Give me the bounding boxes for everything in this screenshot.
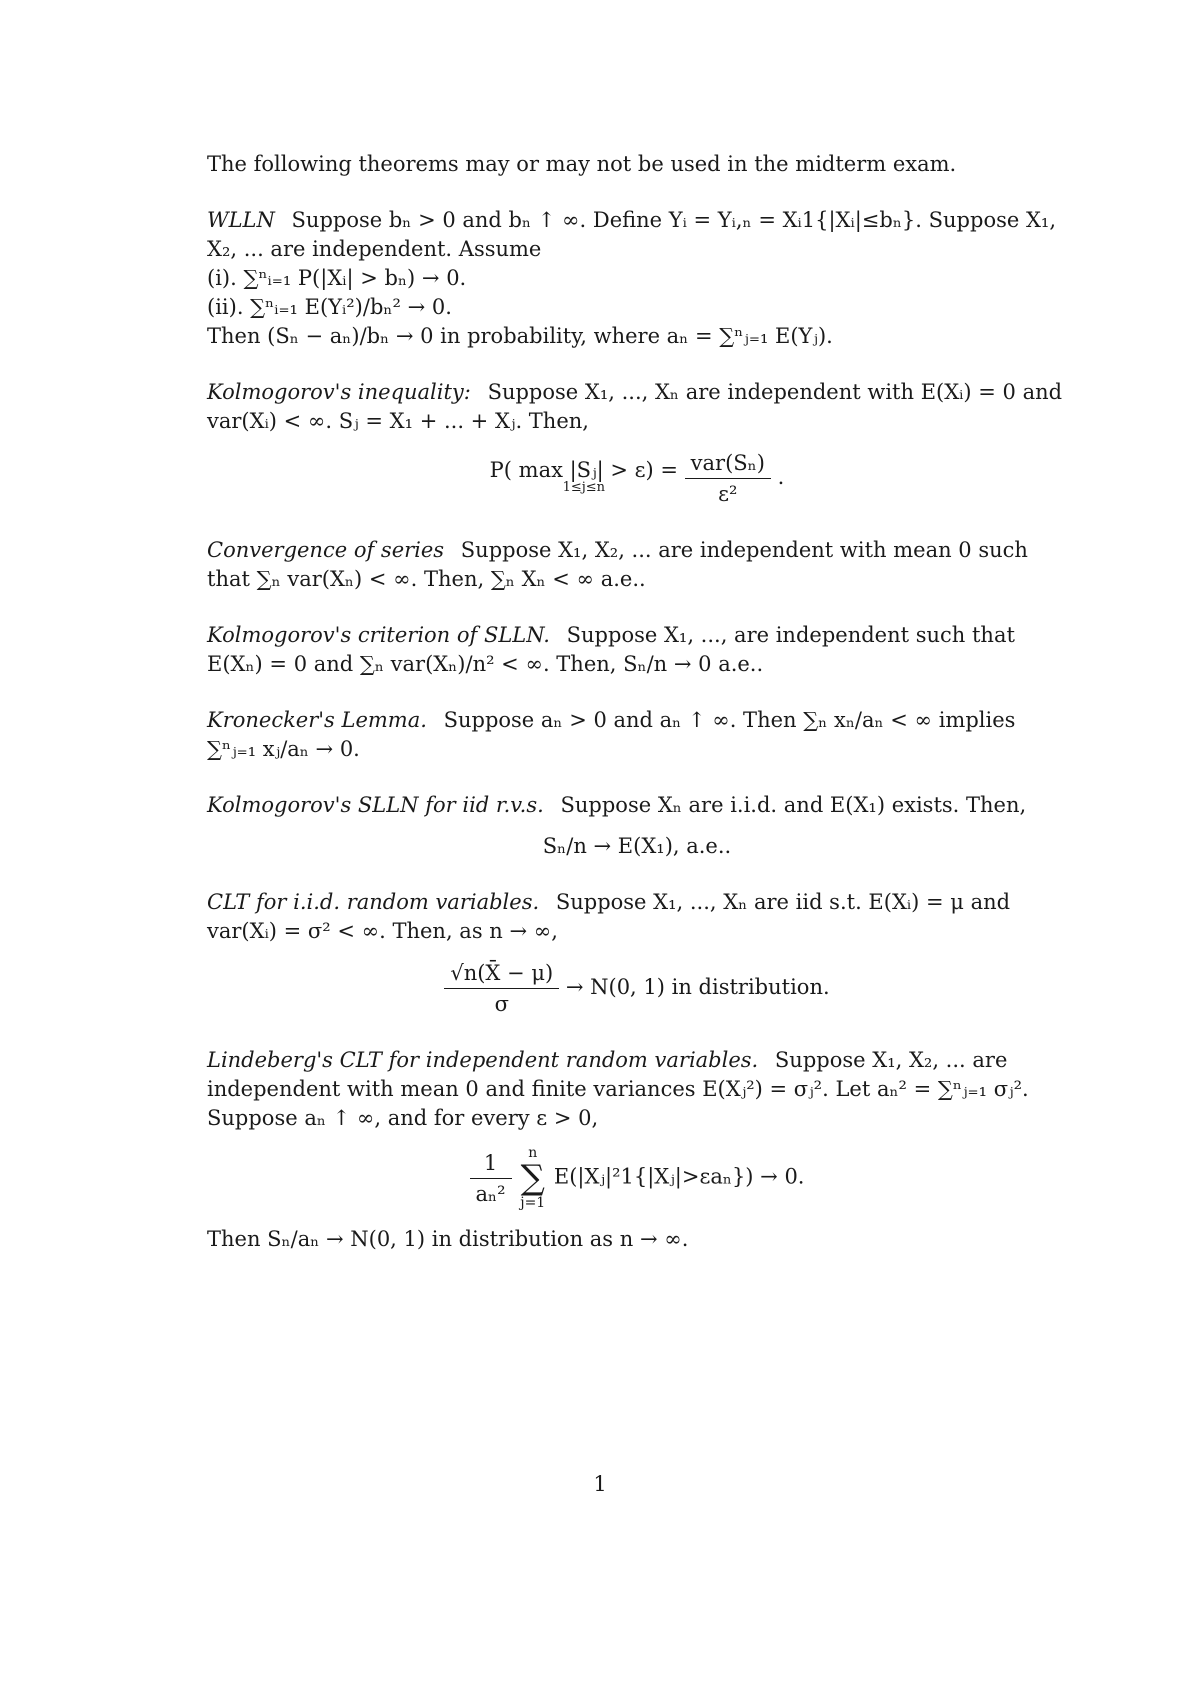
lindeberg-conclusion: Then Sₙ/aₙ → N(0, 1) in distribution as n → ∞. — [207, 1227, 689, 1251]
lindeberg-formula-rest: E(|Xⱼ|²1{|Xⱼ|>εaₙ}) → 0. — [553, 1164, 805, 1189]
clt-iid-statement — [207, 888, 1067, 946]
lindeberg-fraction — [470, 1148, 512, 1209]
formula-end: . — [777, 465, 785, 489]
lindeberg-denominator: aₙ² — [475, 1181, 506, 1206]
kolmogorov-inequality-text: Suppose X₁, ..., Xₙ are independent with E(Xᵢ) = 0 and var(Xᵢ) < ∞. Sⱼ = X₁ + ... + Xⱼ. Then, — [207, 380, 1063, 433]
wlln-conclusion: Then (Sₙ − aₙ)/bₙ → 0 in probability, where aₙ = ∑ⁿⱼ₌₁ E(Yⱼ). — [207, 324, 833, 348]
max-subscript: 1≤j≤n — [562, 479, 606, 495]
kolmogorov-slln-title: Kolmogorov's SLLN for iid r.v.s. — [207, 793, 544, 817]
kolmogorov-criterion — [207, 621, 1067, 679]
fraction-numerator: var(Sₙ) — [685, 448, 771, 479]
clt-denominator: σ — [494, 992, 509, 1016]
wlln-theorem — [207, 206, 1067, 351]
kolmogorov-criterion-text: Suppose X₁, ..., are independent such that E(Xₙ) = 0 and ∑ₙ var(Xₙ)/n² < ∞. Then, Sₙ/n → 0 a.e.. — [207, 623, 1015, 676]
lindeberg-formula — [207, 1145, 1067, 1211]
fraction-denominator: ε² — [718, 482, 738, 506]
summation-operator — [520, 1145, 545, 1211]
convergence-series-title: Convergence of series — [207, 538, 445, 562]
clt-iid — [207, 888, 1067, 1019]
lindeberg-title: Lindeberg's CLT for independent random variables. — [207, 1048, 759, 1072]
formula-lhs: P( max |Sⱼ| > ε) = — [489, 457, 678, 482]
kolmogorov-slln — [207, 791, 1067, 861]
wlln-title: WLLN — [207, 208, 275, 232]
wlln-line1: Suppose bₙ > 0 and bₙ ↑ ∞. Define Yᵢ = Yᵢ,ₙ = Xᵢ1{|Xᵢ|≤bₙ}. Suppose X₁, X₂, ... are independent. Assume — [207, 208, 1057, 261]
kronecker-lemma — [207, 706, 1067, 764]
intro-text: The following theorems may or may not be used in the midterm exam. — [207, 152, 957, 176]
kolmogorov-slln-statement — [207, 791, 1067, 820]
kolmogorov-inequality-formula — [207, 448, 1067, 509]
clt-iid-text: Suppose X₁, ..., Xₙ are iid s.t. E(Xᵢ) = μ and var(Xᵢ) = σ² < ∞. Then, as n → ∞, — [207, 890, 1011, 943]
variance-fraction — [685, 448, 771, 509]
lindeberg-statement — [207, 1046, 1067, 1133]
kronecker-title: Kronecker's Lemma. — [207, 708, 427, 732]
clt-iid-title: CLT for i.i.d. random variables. — [207, 890, 540, 914]
kolmogorov-inequality-title: Kolmogorov's inequality: — [207, 380, 471, 404]
kolmogorov-inequality — [207, 378, 1067, 509]
kolmogorov-criterion-title: Kolmogorov's criterion of SLLN. — [207, 623, 550, 647]
wlln-condition-2: (ii). ∑ⁿᵢ₌₁ E(Yᵢ²)/bₙ² → 0. — [207, 295, 452, 319]
kolmogorov-slln-formula: Sₙ/n → E(X₁), a.e.. — [542, 834, 732, 858]
clt-iid-formula — [207, 958, 1067, 1019]
lindeberg-numerator: 1 — [470, 1148, 512, 1179]
clt-fraction — [444, 958, 559, 1019]
document-body — [207, 150, 1067, 1254]
wlln-condition-1: (i). ∑ⁿᵢ₌₁ P(|Xᵢ| > bₙ) → 0. — [207, 266, 467, 290]
kolmogorov-slln-text: Suppose Xₙ are i.i.d. and E(X₁) exists. Then, — [560, 793, 1027, 817]
lindeberg-clt — [207, 1046, 1067, 1254]
convergence-series-text: Suppose X₁, X₂, ... are independent with mean 0 such that ∑ₙ var(Xₙ) < ∞. Then, ∑ₙ Xₙ < ∞ a.e.. — [207, 538, 1028, 591]
kolmogorov-inequality-statement — [207, 378, 1067, 436]
clt-formula-rest: → N(0, 1) in distribution. — [565, 975, 830, 999]
sigma-symbol: ∑ — [520, 1158, 545, 1198]
kronecker-text: Suppose aₙ > 0 and aₙ ↑ ∞. Then ∑ₙ xₙ/aₙ < ∞ implies ∑ⁿⱼ₌₁ xⱼ/aₙ → 0. — [207, 708, 1016, 761]
lindeberg-text: Suppose X₁, X₂, ... are independent with mean 0 and finite variances E(Xⱼ²) = σⱼ². Let aₙ² = ∑ⁿⱼ₌₁ σⱼ². Suppose aₙ ↑ ∞, and for every ε > 0, — [207, 1048, 1029, 1130]
sum-lower-limit: j=1 — [520, 1195, 546, 1211]
max-operator — [489, 457, 678, 497]
sum-upper-limit: n — [528, 1145, 538, 1161]
convergence-series — [207, 536, 1067, 594]
wlln-statement — [207, 206, 1067, 264]
clt-numerator: √n(X̄ − μ) — [444, 958, 559, 989]
page-number: 1 — [593, 1472, 607, 1496]
